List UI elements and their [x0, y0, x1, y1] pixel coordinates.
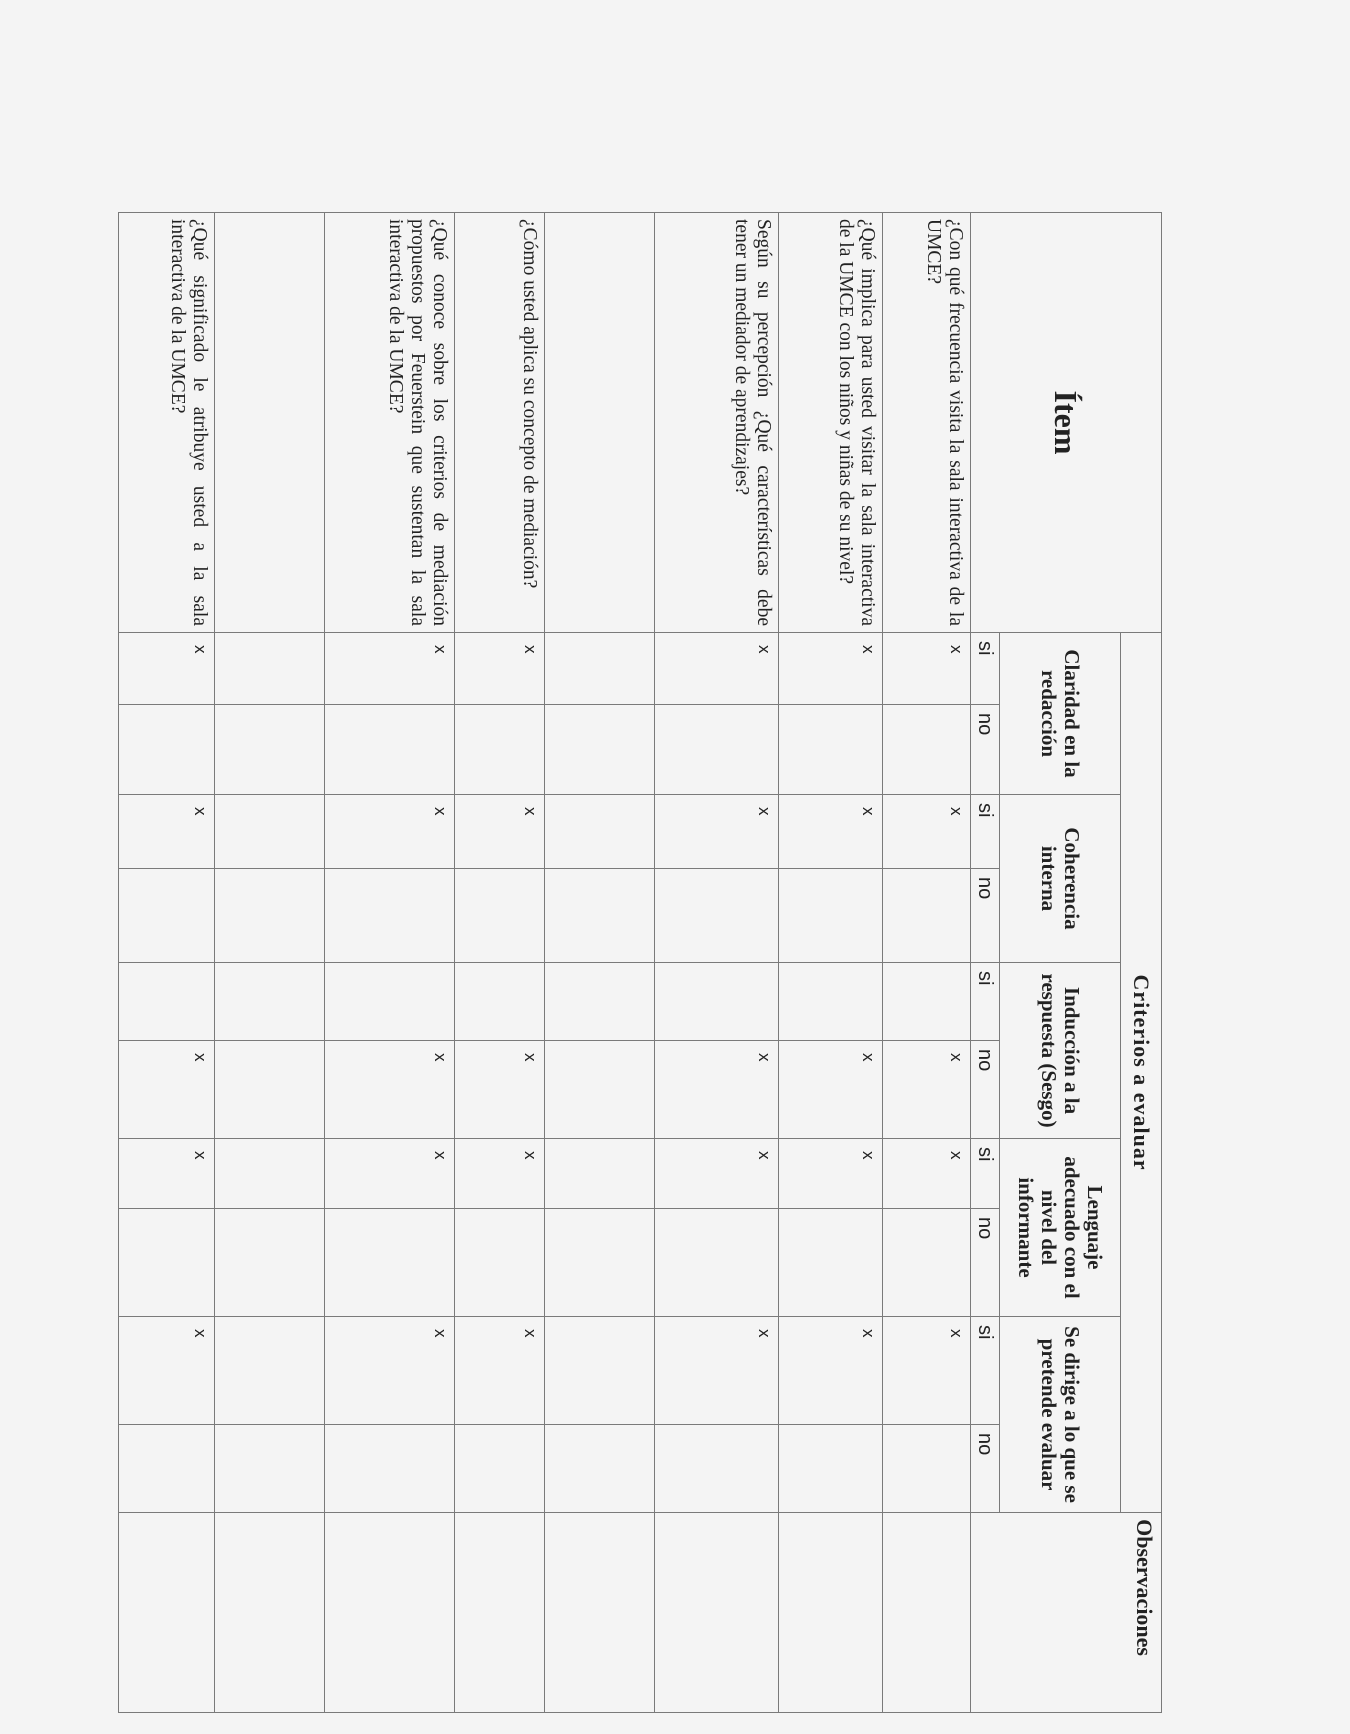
table-row	[455, 213, 545, 1713]
criterion-mark: x	[883, 1317, 971, 1425]
no-label: no	[971, 869, 1000, 963]
criterion-mark	[215, 633, 325, 705]
criterion-mark	[545, 633, 655, 705]
observation-cell	[545, 1513, 655, 1713]
criterion-mark	[779, 1209, 883, 1317]
criterion-mark: x	[119, 1139, 215, 1209]
criterion-mark	[883, 1209, 971, 1317]
criterion-header: Se dirige a lo que se pretende evaluar	[1000, 1317, 1121, 1513]
criterion-mark	[215, 1209, 325, 1317]
criterion-mark	[655, 1425, 779, 1513]
criterion-mark	[883, 869, 971, 963]
observation-cell	[215, 1513, 325, 1713]
criterion-mark	[215, 869, 325, 963]
criterion-mark: x	[455, 1317, 545, 1425]
criterion-mark: x	[883, 1041, 971, 1139]
criterion-mark: x	[119, 633, 215, 705]
criterion-mark	[325, 705, 455, 795]
criterion-mark: x	[455, 795, 545, 869]
table-row	[779, 213, 883, 1713]
criterion-mark	[215, 705, 325, 795]
criterion-mark: x	[325, 795, 455, 869]
criterion-mark	[455, 1209, 545, 1317]
criterion-mark	[545, 1425, 655, 1513]
table-row	[883, 213, 971, 1713]
no-label: no	[971, 705, 1000, 795]
criterion-mark	[325, 1425, 455, 1513]
no-label: no	[971, 1425, 1000, 1513]
evaluation-table	[118, 212, 1162, 1713]
criterion-mark	[455, 705, 545, 795]
criterion-mark	[883, 963, 971, 1041]
criterion-mark	[779, 869, 883, 963]
yes-label: si	[971, 1317, 1000, 1425]
criterion-mark: x	[455, 1139, 545, 1209]
table-row	[545, 213, 655, 1713]
criterion-mark	[215, 1139, 325, 1209]
criterion-mark: x	[655, 1139, 779, 1209]
criterion-mark	[325, 869, 455, 963]
criterion-mark: x	[779, 633, 883, 705]
criterion-mark: x	[779, 1317, 883, 1425]
yes-label: si	[971, 1139, 1000, 1209]
criterion-mark	[779, 705, 883, 795]
criterion-mark	[545, 869, 655, 963]
criterion-mark	[655, 1209, 779, 1317]
criterion-mark	[545, 1139, 655, 1209]
criterion-mark	[545, 1317, 655, 1425]
table-row	[119, 213, 215, 1713]
criterion-mark	[655, 963, 779, 1041]
criterion-mark	[883, 705, 971, 795]
criterion-mark	[455, 1425, 545, 1513]
criterion-mark	[455, 869, 545, 963]
criterion-header: Coherencia interna	[1000, 795, 1121, 963]
criterion-mark	[545, 705, 655, 795]
criterion-mark: x	[119, 1317, 215, 1425]
criterion-mark: x	[119, 1041, 215, 1139]
table-row	[655, 213, 779, 1713]
item-question	[545, 213, 655, 633]
criterion-mark: x	[455, 633, 545, 705]
criterion-mark: x	[655, 1041, 779, 1139]
criterion-mark: x	[325, 1317, 455, 1425]
criterion-mark: x	[325, 1139, 455, 1209]
criterion-mark	[119, 1425, 215, 1513]
no-label: no	[971, 1041, 1000, 1139]
observations-header: Observaciones	[971, 1513, 1162, 1713]
criterion-mark	[215, 1425, 325, 1513]
yes-label: si	[971, 633, 1000, 705]
criterion-mark	[119, 963, 215, 1041]
observation-cell	[119, 1513, 215, 1713]
criterion-mark: x	[325, 633, 455, 705]
criterion-mark: x	[779, 1041, 883, 1139]
criterion-mark: x	[655, 795, 779, 869]
criterion-header: Lenguaje adecuado con el nivel del informante	[1000, 1139, 1121, 1317]
criterion-mark	[215, 1317, 325, 1425]
criterion-mark: x	[325, 1041, 455, 1139]
item-question: ¿Qué significado le atribuye usted a la sala interactiva de la UMCE?	[119, 213, 215, 633]
criterion-mark: x	[119, 795, 215, 869]
observation-cell	[779, 1513, 883, 1713]
observation-cell	[883, 1513, 971, 1713]
item-question	[215, 213, 325, 633]
table-row	[215, 213, 325, 1713]
criterion-mark	[655, 705, 779, 795]
criterion-mark	[545, 795, 655, 869]
no-label: no	[971, 1209, 1000, 1317]
item-question: Según su percepción ¿Qué características debe tener un mediador de aprendizajes?	[655, 213, 779, 633]
criterion-mark	[119, 869, 215, 963]
item-question: ¿Con qué frecuencia visita la sala interactiva de la UMCE?	[883, 213, 971, 633]
criterion-mark	[325, 963, 455, 1041]
criterion-mark	[779, 1425, 883, 1513]
criterion-mark	[779, 963, 883, 1041]
table-row	[325, 213, 455, 1713]
item-question: ¿Qué implica para usted visitar la sala interactiva de la UMCE con los niños y niñas de su nivel?	[779, 213, 883, 633]
rotated-page	[162, 212, 1162, 1712]
item-question: ¿Cómo usted aplica su concepto de mediación?	[455, 213, 545, 633]
criterion-header: Inducción a la respuesta (Sesgo)	[1000, 963, 1121, 1139]
criterion-mark	[119, 705, 215, 795]
criterion-mark	[545, 1041, 655, 1139]
observation-cell	[455, 1513, 545, 1713]
observation-cell	[655, 1513, 779, 1713]
criterion-header: Claridad en la redacción	[1000, 633, 1121, 795]
criterion-mark	[545, 963, 655, 1041]
criterion-mark: x	[779, 1139, 883, 1209]
observation-cell	[325, 1513, 455, 1713]
table-body	[119, 213, 971, 1713]
criterion-mark: x	[655, 633, 779, 705]
criteria-header: Criterios a evaluar	[1121, 633, 1162, 1513]
yes-label: si	[971, 963, 1000, 1041]
yes-label: si	[971, 795, 1000, 869]
criterion-mark	[655, 869, 779, 963]
criterion-mark: x	[883, 633, 971, 705]
criterion-mark: x	[779, 795, 883, 869]
criterion-mark	[215, 963, 325, 1041]
criterion-mark: x	[883, 795, 971, 869]
item-question: ¿Qué conoce sobre los criterios de mediación propuestos por Feuerstein que sustentan la sala interactiva de la UMCE?	[325, 213, 455, 633]
criterion-mark	[455, 963, 545, 1041]
criterion-mark: x	[655, 1317, 779, 1425]
criterion-mark	[119, 1209, 215, 1317]
criterion-mark	[215, 795, 325, 869]
item-header: Ítem	[971, 213, 1162, 633]
criterion-mark: x	[883, 1139, 971, 1209]
criterion-mark	[325, 1209, 455, 1317]
criterion-mark: x	[455, 1041, 545, 1139]
criterion-mark	[545, 1209, 655, 1317]
criterion-mark	[883, 1425, 971, 1513]
criterion-mark	[215, 1041, 325, 1139]
